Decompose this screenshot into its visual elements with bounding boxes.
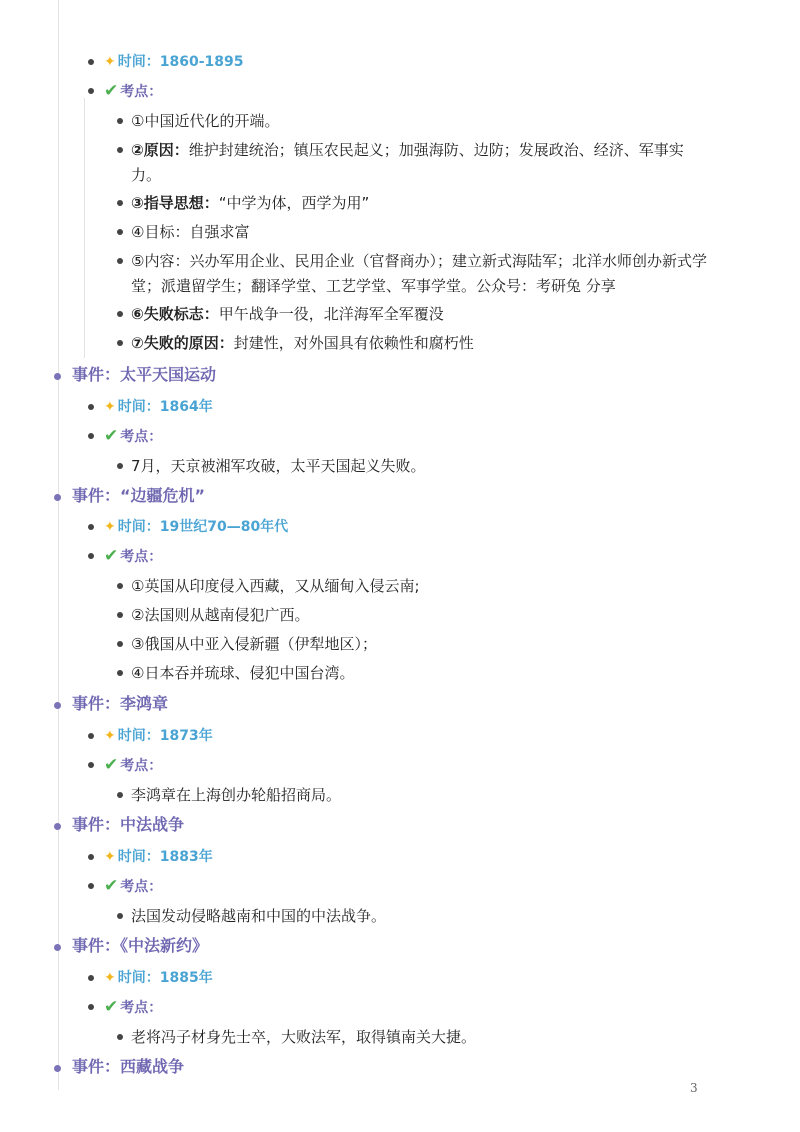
list-item: ⑤内容：兴办军用企业、民用企业（官督商办）；建立新式海陆军；北洋水师创办新式学	[0, 246, 800, 276]
list-item: 法国发动侵略越南和中国的中法战争。	[0, 901, 800, 931]
bullet-icon	[88, 854, 94, 860]
bullet-icon	[88, 1004, 94, 1010]
bullet-icon	[117, 670, 123, 676]
bullet-icon	[117, 258, 123, 264]
bullet-icon	[88, 553, 94, 559]
bullet-icon	[117, 612, 123, 618]
event-heading: 事件：“边疆危机”	[0, 482, 800, 512]
bullet-icon	[117, 200, 123, 206]
list-item: 7月，天京被湘军攻破，太平天国起义失败。	[0, 451, 800, 481]
sparkle-icon: ✦	[104, 970, 116, 986]
list-item: ③指导思想：“中学为体，西学为用”	[0, 188, 800, 218]
list-item: ①中国近代化的开端。	[0, 106, 800, 136]
bullet-icon	[54, 373, 61, 380]
list-item: ④日本吞并琉球、侵犯中国台湾。	[0, 658, 800, 688]
event-name: 李鸿章	[120, 694, 169, 713]
bullet-icon	[117, 792, 123, 798]
bullet-icon	[54, 1065, 61, 1072]
checkmark-icon: ✔	[104, 81, 119, 101]
bullet-icon	[54, 944, 61, 951]
sparkle-icon: ✦	[104, 519, 116, 535]
event-heading: 事件：李鸿章	[0, 690, 800, 720]
time-row: ✦ 时间：1883年	[0, 842, 800, 872]
bullet-icon	[117, 1034, 123, 1040]
event-heading: 事件：西藏战争	[0, 1053, 800, 1083]
event-name: 西藏战争	[120, 1057, 185, 1076]
event-name: 太平天国运动	[120, 365, 217, 384]
bullet-icon	[117, 463, 123, 469]
bullet-icon	[117, 147, 123, 153]
checkmark-icon: ✔	[104, 997, 119, 1017]
time-row	[0, 47, 800, 77]
time-row: ✦ 时间：1873年	[0, 721, 800, 751]
sparkle-icon: ✦	[104, 399, 116, 415]
bullet-icon	[117, 641, 123, 647]
event-heading: 事件：《中法新约》	[0, 932, 800, 962]
event-name: “边疆危机”	[120, 486, 206, 505]
keypoint-row	[0, 76, 800, 106]
event-heading: 事件：太平天国运动	[0, 361, 800, 391]
bullet-icon	[88, 733, 94, 739]
list-item: ②法国则从越南侵犯广西。	[0, 600, 800, 630]
event-heading: 事件：中法战争	[0, 811, 800, 841]
sparkle-icon: ✦	[104, 728, 116, 744]
keypoint-row: ✔ 考点：	[0, 871, 800, 901]
bullet-icon	[88, 883, 94, 889]
bullet-icon	[54, 702, 61, 709]
checkmark-icon: ✔	[104, 876, 119, 896]
bullet-icon	[54, 823, 61, 830]
bullet-icon	[117, 913, 123, 919]
sparkle-icon: ✦	[104, 54, 116, 70]
checkmark-icon: ✔	[104, 755, 119, 775]
checkmark-icon: ✔	[104, 546, 119, 566]
time-value: 1860-1895	[159, 54, 244, 70]
bullet-icon	[117, 229, 123, 235]
bullet-icon	[54, 494, 61, 501]
list-item: ②原因：维护封建统治；镇压农民起义；加强海防、边防；发展政治、经济、军事实	[0, 135, 800, 165]
list-item: ⑥失败标志：甲午战争一役，北洋海军全军覆没	[0, 299, 800, 329]
bullet-icon	[88, 404, 94, 410]
bullet-icon	[117, 311, 123, 317]
bullet-icon	[117, 118, 123, 124]
list-item-continuation: 力。	[131, 166, 162, 184]
list-item: ①英国从印度侵入西藏，又从缅甸入侵云南;	[0, 571, 800, 601]
keypoint-row: ✔ 考点：	[0, 992, 800, 1022]
bullet-icon	[88, 975, 94, 981]
keypoint-row: ✔ 考点：	[0, 750, 800, 780]
bullet-icon	[88, 59, 94, 65]
bullet-icon	[117, 340, 123, 346]
list-item: 李鸿章在上海创办轮船招商局。	[0, 780, 800, 810]
checkmark-icon: ✔	[104, 426, 119, 446]
event-name: 中法战争	[120, 815, 185, 834]
bullet-icon	[88, 433, 94, 439]
bullet-icon	[88, 762, 94, 768]
bullet-icon	[88, 88, 94, 94]
list-item: ④目标：自强求富	[0, 217, 800, 247]
page-number: 3	[690, 1081, 698, 1095]
time-label: 时间：	[117, 54, 160, 70]
bullet-icon	[88, 524, 94, 530]
list-item: ⑦失败的原因：封建性，对外国具有依赖性和腐朽性	[0, 328, 800, 358]
event-name: 《中法新约》	[120, 936, 209, 955]
keypoint-label: 考点：	[120, 84, 163, 100]
time-row: ✦ 时间：1885年	[0, 963, 800, 993]
time-row: ✦ 时间：1864年	[0, 392, 800, 422]
list-item: 老将冯子材身先士卒，大败法军，取得镇南关大捷。	[0, 1022, 800, 1052]
keypoint-row: ✔ 考点：	[0, 541, 800, 571]
sparkle-icon: ✦	[104, 849, 116, 865]
list-item-continuation: 堂；派遣留学生；翻译学堂、工艺学堂、军事学堂。公众号：考研兔 分享	[131, 277, 616, 295]
time-row: ✦ 时间：19世纪70—80年代	[0, 512, 800, 542]
bullet-icon	[117, 583, 123, 589]
keypoint-row: ✔ 考点：	[0, 421, 800, 451]
list-item: ③俄国从中亚入侵新疆（伊犁地区）；	[0, 629, 800, 659]
